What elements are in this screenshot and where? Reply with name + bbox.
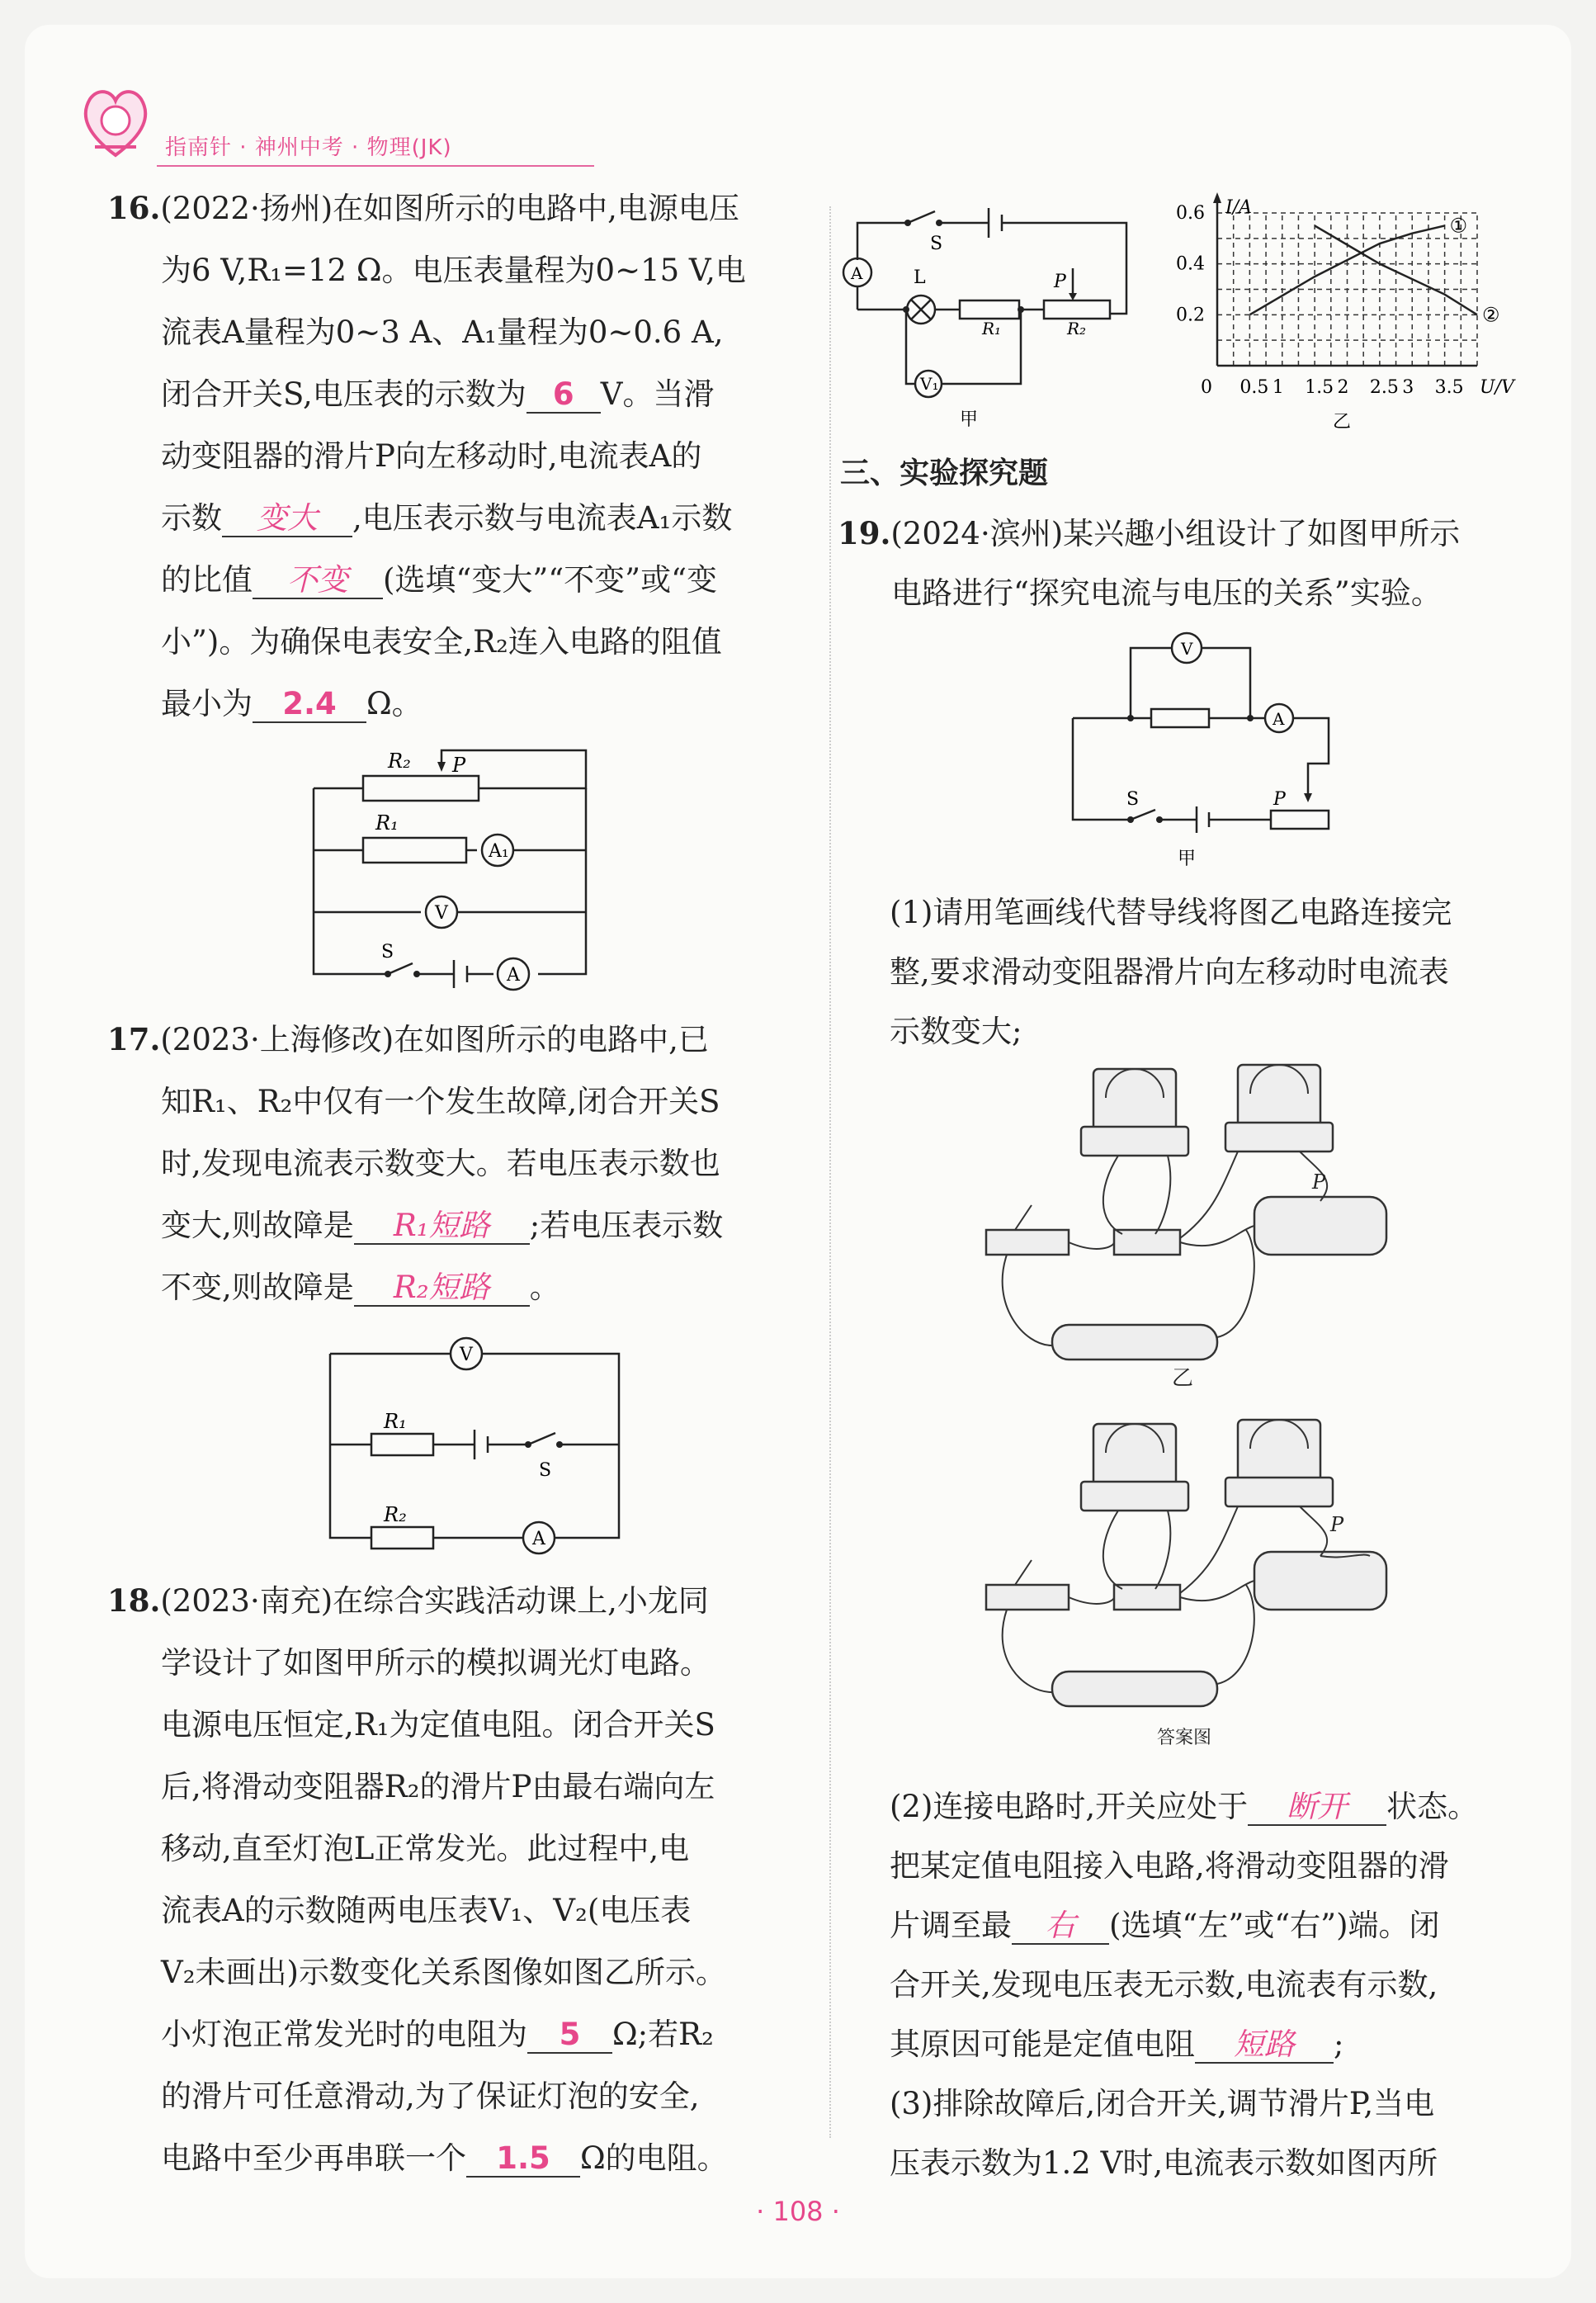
text-span: 。 bbox=[529, 1270, 560, 1305]
apparatus-drawing-answer bbox=[974, 1420, 1436, 1750]
circuit-diagram-q17 bbox=[326, 1336, 623, 1550]
question-source: (2023·上海修改) bbox=[160, 1022, 394, 1057]
text-span: 最小为 bbox=[161, 686, 253, 721]
question-number: 19. bbox=[838, 515, 891, 551]
text-span: 状态。 bbox=[1386, 1789, 1479, 1824]
label-P: P bbox=[452, 754, 466, 777]
answer-blank: 2.4 bbox=[253, 688, 366, 723]
label-A: A bbox=[532, 1529, 545, 1549]
section-title: 三、实验探究题 bbox=[840, 456, 1049, 490]
y-tick-label: 0.4 bbox=[1176, 253, 1205, 275]
caption-jia: 甲 bbox=[1178, 849, 1197, 869]
answer-blank: 右 bbox=[1012, 1909, 1109, 1945]
label-S: S bbox=[930, 234, 943, 254]
text-span: 示数 bbox=[161, 500, 222, 536]
question-source: (2023·南充) bbox=[160, 1583, 333, 1619]
text-line: 示数变大; bbox=[890, 1014, 1022, 1049]
question-18 bbox=[107, 1570, 817, 2189]
column-divider bbox=[829, 206, 831, 2138]
question-number: 18. bbox=[107, 1582, 161, 1619]
label-R1: R₁ bbox=[375, 811, 399, 835]
label-A: A bbox=[1273, 709, 1285, 729]
label-A1: A₁ bbox=[489, 841, 509, 862]
circuit-diagram-q16 bbox=[305, 739, 594, 991]
text-span: V。当滑 bbox=[600, 376, 715, 412]
text-span: ;若电压表示数 bbox=[529, 1208, 724, 1243]
label-L: L bbox=[914, 267, 926, 288]
question-16 bbox=[107, 177, 817, 735]
label-V1: V₁ bbox=[920, 374, 939, 394]
x-axis-label: U/V bbox=[1480, 377, 1514, 398]
x-tick-label: 2.5 bbox=[1369, 377, 1399, 398]
x-tick-label: 1.5 bbox=[1305, 377, 1334, 398]
text-span: Ω;若R₂ bbox=[612, 2017, 714, 2052]
x-tick-label: 1 bbox=[1272, 377, 1284, 398]
label-A: A bbox=[507, 965, 520, 986]
caption-jia: 甲 bbox=[960, 409, 979, 430]
text-line: 压表示数为1.2 V时,电流表示数如图丙所 bbox=[890, 2145, 1438, 2181]
series-label-2: ② bbox=[1482, 303, 1500, 327]
graph-i-u bbox=[1168, 188, 1531, 436]
label-P: P bbox=[1330, 1513, 1344, 1536]
text-line: 动变阻器的滑片P向左移动时,电流表A的 bbox=[161, 438, 702, 474]
text-span: Ω。 bbox=[366, 686, 423, 721]
label-P: P bbox=[1054, 272, 1066, 292]
label-P: P bbox=[1312, 1170, 1326, 1194]
y-tick-label: 0.2 bbox=[1176, 305, 1205, 326]
apparatus-drawing-yi bbox=[974, 1065, 1436, 1395]
question-17 bbox=[107, 1009, 817, 1318]
text-span: 变大,则故障是 bbox=[161, 1208, 354, 1243]
label-S: S bbox=[381, 942, 394, 962]
label-V: V bbox=[435, 903, 448, 924]
text-span: (2)连接电路时,开关应处于 bbox=[890, 1789, 1249, 1824]
text-line: 的滑片可任意滑动,为了保证灯泡的安全, bbox=[161, 2078, 700, 2114]
y-axis-label: I/A bbox=[1225, 197, 1252, 218]
text-line: 在如图所示的电路中,已 bbox=[394, 1022, 709, 1057]
label-R2: R₂ bbox=[384, 1503, 407, 1526]
text-span: 小灯泡正常发光时的电阻为 bbox=[161, 2017, 527, 2052]
answer-blank: 5 bbox=[527, 2018, 612, 2054]
header-rule bbox=[157, 165, 594, 167]
text-line: 整,要求滑动变阻器滑片向左移动时电流表 bbox=[890, 954, 1449, 990]
text-span: (选填“变大”“不变”或“变 bbox=[383, 562, 718, 598]
text-line: 在综合实践活动课上,小龙同 bbox=[333, 1583, 709, 1619]
text-line: 为6 V,R₁=12 Ω。电压表量程为0~15 V,电 bbox=[161, 253, 746, 288]
text-line: 在如图所示的电路中,电源电压 bbox=[333, 191, 739, 226]
question-19 bbox=[838, 504, 1547, 623]
book-title: 指南针 · 神州中考 · 物理(JK) bbox=[165, 135, 452, 160]
label-V: V bbox=[460, 1345, 473, 1365]
caption-yi: 乙 bbox=[1333, 412, 1352, 433]
text-line: 后,将滑动变阻器R₂的滑片P由最右端向左 bbox=[161, 1769, 715, 1804]
text-span: 电路中至少再串联一个 bbox=[161, 2140, 466, 2176]
x-tick-label: 0.5 bbox=[1239, 377, 1269, 398]
text-span: 不变,则故障是 bbox=[161, 1270, 354, 1305]
line-chart bbox=[1168, 188, 1531, 436]
text-span: 其原因可能是定值电阻 bbox=[890, 2026, 1195, 2062]
answer-blank: 变大 bbox=[222, 502, 352, 537]
label-P: P bbox=[1273, 789, 1286, 810]
text-line: 小”)。为确保电表安全,R₂连入电路的阻值 bbox=[161, 624, 722, 660]
text-line: 电路进行“探究电流与电压的关系”实验。 bbox=[891, 575, 1442, 611]
answer-blank: 断开 bbox=[1248, 1790, 1386, 1826]
page-number: · 108 · bbox=[756, 2196, 840, 2227]
text-line: 电源电压恒定,R₁为定值电阻。闭合开关S bbox=[161, 1707, 715, 1743]
text-line: 合开关,发现电压表无示数,电流表有示数, bbox=[890, 1967, 1438, 2003]
text-span: ,电压表示数与电流表A₁示数 bbox=[352, 500, 733, 536]
series-label-1: ① bbox=[1449, 214, 1468, 238]
answer-blank: 短路 bbox=[1195, 2028, 1334, 2064]
label-S: S bbox=[1126, 789, 1140, 810]
y-tick-label: 0.6 bbox=[1176, 203, 1205, 224]
text-span: Ω的电阻。 bbox=[580, 2140, 728, 2176]
answer-blank: R₁短路 bbox=[354, 1209, 530, 1245]
label-R1: R₁ bbox=[982, 319, 1002, 338]
question-source: (2022·扬州) bbox=[160, 191, 333, 226]
text-span: 闭合开关S,电压表的示数为 bbox=[161, 376, 526, 412]
question-19-part1 bbox=[890, 883, 1550, 1062]
label-V: V bbox=[1181, 639, 1193, 659]
label-R2: R₂ bbox=[388, 750, 411, 773]
text-line: 移动,直至灯泡L正常发光。此过程中,电 bbox=[161, 1831, 690, 1866]
text-line: 学设计了如图甲所示的模拟调光灯电路。 bbox=[161, 1645, 711, 1681]
answer-blank: R₂短路 bbox=[354, 1271, 530, 1307]
text-span: 片调至最 bbox=[890, 1908, 1012, 1943]
label-R1: R₁ bbox=[384, 1410, 407, 1433]
answer-blank: 6 bbox=[526, 378, 601, 414]
circuit-diagram-q19 bbox=[1069, 631, 1341, 879]
text-line: V₂未画出)示数变化关系图像如图乙所示。 bbox=[161, 1955, 726, 1990]
answer-blank: 1.5 bbox=[466, 2142, 580, 2178]
text-line: 流表A的示数随两电压表V₁、V₂(电压表 bbox=[161, 1893, 692, 1928]
label-A: A bbox=[851, 263, 863, 283]
text-line: 知R₁、R₂中仅有一个发生故障,闭合开关S bbox=[161, 1084, 720, 1119]
text-span: 的比值 bbox=[161, 562, 253, 598]
text-line: 把某定值电阻接入电路,将滑动变阻器的滑 bbox=[890, 1848, 1449, 1884]
publisher-logo bbox=[78, 83, 153, 161]
text-line: (3)排除故障后,闭合开关,调节滑片P,当电 bbox=[890, 2086, 1435, 2121]
answer-blank: 不变 bbox=[253, 564, 383, 599]
text-span: (选填“左”或“右”)端。闭 bbox=[1109, 1908, 1440, 1943]
text-line: 时,发现电流表示数变大。若电压表示数也 bbox=[161, 1146, 720, 1181]
caption-answer: 答案图 bbox=[1157, 1728, 1212, 1748]
question-number: 17. bbox=[107, 1021, 161, 1057]
x-tick-label: 3 bbox=[1402, 377, 1414, 398]
x-tick-label: 3.5 bbox=[1434, 377, 1464, 398]
label-S: S bbox=[539, 1460, 552, 1481]
text-line: 流表A量程为0~3 A、A₁量程为0~0.6 A, bbox=[161, 314, 724, 350]
text-line: (1)请用笔画线代替导线将图乙电路连接完 bbox=[890, 895, 1452, 930]
text-line: 某兴趣小组设计了如图甲所示 bbox=[1063, 516, 1461, 551]
question-19-part2 bbox=[890, 1777, 1566, 2193]
text-span: ; bbox=[1334, 2026, 1344, 2062]
circuit-diagram-q18 bbox=[838, 190, 1143, 430]
x-tick-label: 2 bbox=[1337, 377, 1349, 398]
x-tick-label: 0 bbox=[1201, 377, 1212, 398]
caption-yi: 乙 bbox=[1172, 1366, 1194, 1391]
label-R2: R₂ bbox=[1067, 319, 1087, 338]
question-number: 16. bbox=[107, 190, 161, 226]
question-source: (2024·滨州) bbox=[890, 516, 1064, 551]
